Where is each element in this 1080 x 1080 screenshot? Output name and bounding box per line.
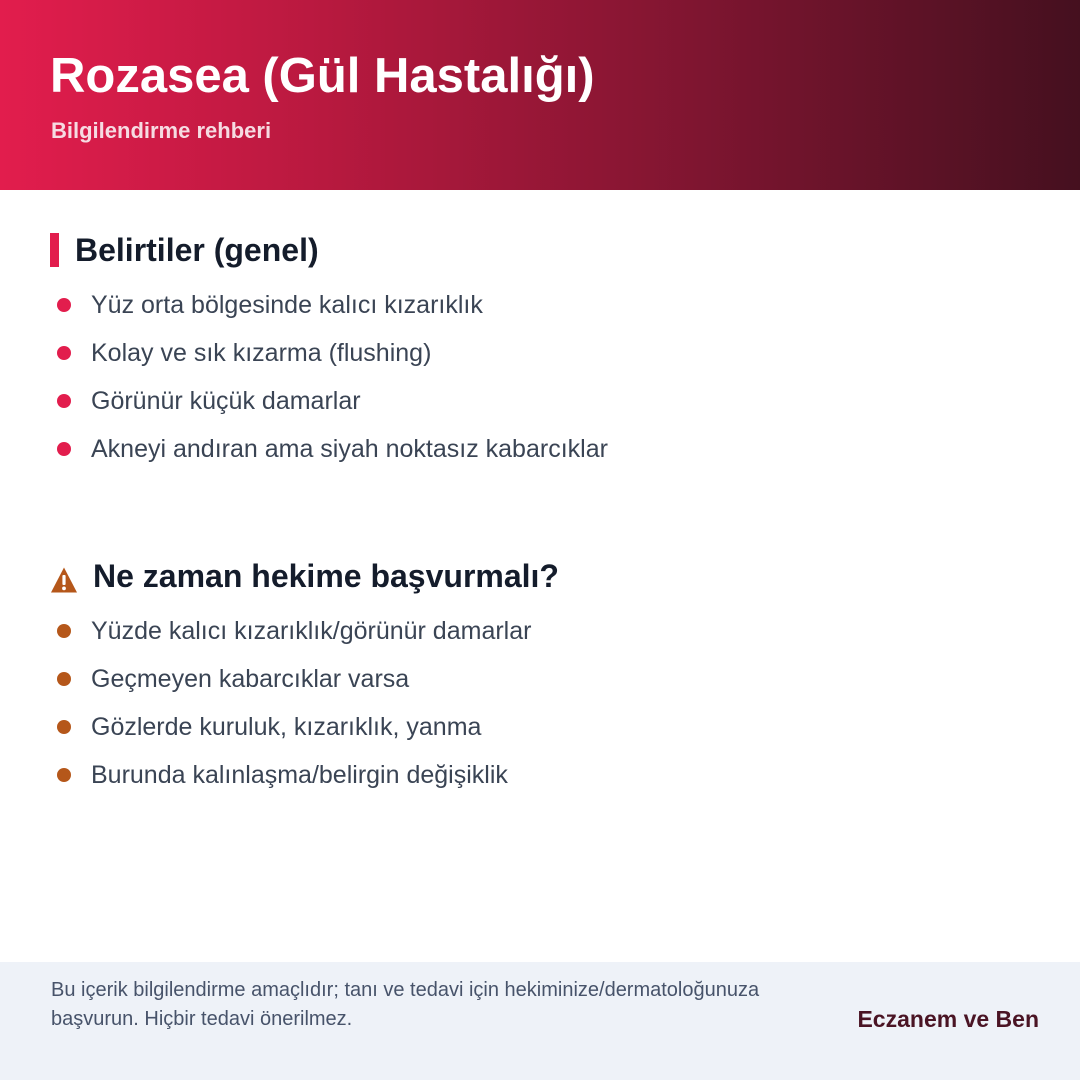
list-item — [56, 337, 608, 385]
warning-icon — [50, 566, 78, 594]
header-banner — [0, 0, 1080, 190]
symptoms-list — [56, 289, 608, 481]
symptoms-heading-text: Belirtiler (genel) — [75, 232, 319, 268]
symptoms-heading — [50, 230, 319, 270]
footer — [0, 962, 1080, 1080]
list-item-text: Yüzde kalıcı kızarıklık/görünür damarlar — [91, 617, 532, 645]
list-item — [56, 385, 608, 433]
list-item-text: Yüz orta bölgesinde kalıcı kızarıklık — [91, 291, 483, 319]
list-item-text: Geçmeyen kabarcıklar varsa — [91, 665, 410, 693]
list-item-text: Kolay ve sık kızarma (flushing) — [91, 339, 432, 367]
bullet-dot-icon — [57, 298, 71, 312]
bullet-dot-icon — [57, 442, 71, 456]
brand-name: Eczanem ve Ben — [857, 1006, 1039, 1032]
list-item — [56, 615, 531, 663]
bullet-dot-icon — [57, 768, 71, 782]
bullet-dot-icon — [57, 394, 71, 408]
bullet-dot-icon — [57, 624, 71, 638]
doctor-heading-text: Ne zaman hekime başvurmalı? — [93, 558, 559, 594]
list-item-text: Gözlerde kuruluk, kızarıklık, yanma — [91, 713, 482, 741]
bullet-dot-icon — [57, 672, 71, 686]
disclaimer-text: Bu içerik bilgilendirme amaçlıdır; tanı ve tedavi için hekiminize/dermatoloğunuza başvurun. Hiçbir tedavi önerilmez. — [51, 979, 760, 1030]
list-item — [56, 289, 608, 337]
bullet-dot-icon — [57, 346, 71, 360]
page-title: Rozasea (Gül Hastalığı) — [50, 49, 595, 103]
list-item — [56, 711, 531, 759]
list-item — [56, 663, 531, 711]
doctor-heading — [50, 556, 559, 596]
heading-accent-bar — [50, 233, 59, 267]
list-item-text: Akneyi andıran ama siyah noktasız kabarcıklar — [91, 435, 608, 463]
list-item — [56, 759, 531, 807]
doctor-list — [56, 615, 531, 807]
list-item — [56, 433, 608, 481]
bullet-dot-icon — [57, 720, 71, 734]
list-item-text: Burunda kalınlaşma/belirgin değişiklik — [91, 761, 508, 789]
list-item-text: Görünür küçük damarlar — [91, 387, 361, 415]
page-subtitle: Bilgilendirme rehberi — [51, 118, 272, 143]
